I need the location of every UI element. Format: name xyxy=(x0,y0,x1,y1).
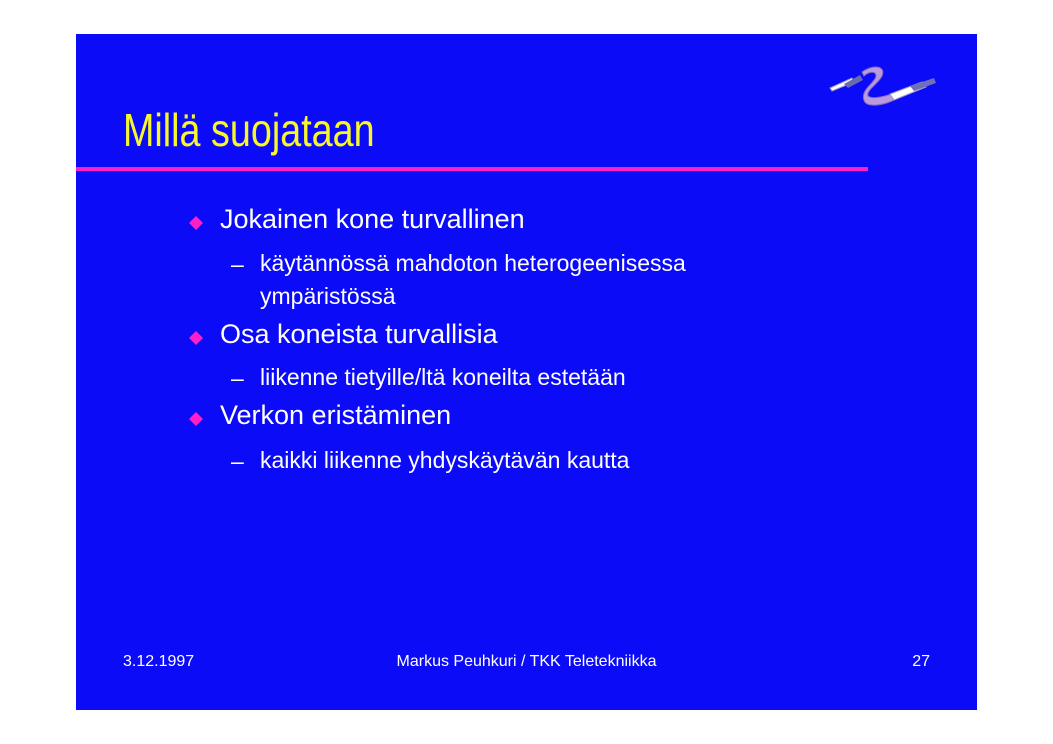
sub-item: käytännössä mahdoton heterogeenisessa ympäristössä xyxy=(260,250,686,309)
slide xyxy=(76,34,977,710)
sub-item-dash: – xyxy=(231,365,244,391)
diamond-bullet-icon xyxy=(188,330,204,346)
sub-item: liikenne tietyille/ltä koneilta estetään xyxy=(260,364,626,390)
footer-date: 3.12.1997 xyxy=(123,653,195,670)
slide-content xyxy=(76,34,977,634)
diamond-bullet-icon xyxy=(188,215,204,231)
sub-item: kaikki liikenne yhdyskäytävän kautta xyxy=(260,447,630,473)
footer-page-number: 27 xyxy=(912,653,930,670)
bullet-item: Verkon eristäminen xyxy=(220,400,452,430)
slide-title: Millä suojataan xyxy=(123,104,375,156)
bullet-item: Jokainen kone turvallinen xyxy=(220,204,525,234)
sub-item-dash: – xyxy=(231,251,244,277)
bullet-item: Osa koneista turvallisia xyxy=(220,319,498,349)
footer-author: Markus Peuhkuri / TKK Teletekniikka xyxy=(396,653,657,670)
diamond-bullet-icon xyxy=(188,411,204,427)
sub-item-dash: – xyxy=(231,448,244,474)
